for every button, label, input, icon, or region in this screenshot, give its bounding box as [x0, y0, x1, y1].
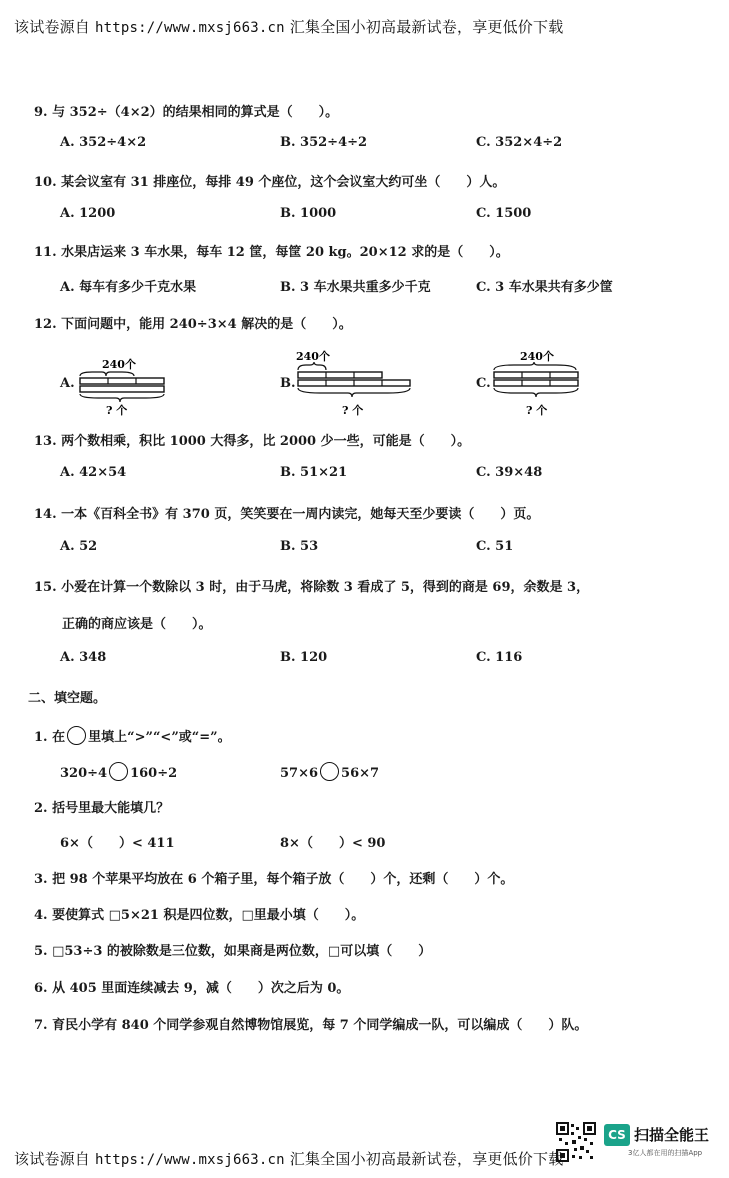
- fill-1-expr-1-left: 320÷4: [60, 766, 108, 781]
- question-9: 9. 与 352÷（4×2）的结果相同的算式是（ ）。: [34, 105, 339, 120]
- header-watermark: [14, 16, 563, 37]
- q12c-bottom-label: ? 个: [526, 404, 548, 417]
- question-14: 14. 一本《百科全书》有 370 页，笑笑要在一周内读完，她每天至少要读（ ）页。: [34, 507, 540, 522]
- fill-1-expr-1-right: 160÷2: [130, 766, 178, 781]
- footer-source-text: 该试卷源自: [14, 1150, 91, 1168]
- fill-1-post: 里填上“>”“<”或“=”。: [88, 730, 231, 745]
- footer-tail-text: 汇集全国小初高最新试卷，享更低价下载: [289, 1150, 564, 1168]
- q10-option-b: B. 1000: [280, 206, 337, 221]
- header-tail-text: 汇集全国小初高最新试卷，享更低价下载: [289, 18, 564, 36]
- fill-1-expr-2: [280, 762, 379, 781]
- q9-option-a: A. 352÷4×2: [60, 135, 147, 150]
- footer-watermark: [14, 1148, 563, 1169]
- question-15-line-1: 15. 小爱在计算一个数除以 3 时，由于马虎，将除数 3 看成了 5，得到的商是 69，余数是 3，: [34, 580, 590, 595]
- question-13: 13. 两个数相乘，积比 1000 大得多，比 2000 少一些，可能是（ ）。: [34, 434, 471, 449]
- camscanner-brand-name: 扫描全能王: [634, 1126, 710, 1144]
- q15-option-b: B. 120: [280, 650, 328, 665]
- q12b-top-label: 240个: [296, 350, 330, 363]
- fill-2-expr-2: 8×（ ）< 90: [280, 836, 386, 851]
- q12-diagram-a: [78, 356, 170, 418]
- section-2-title: 二、填空题。: [28, 691, 107, 706]
- q14-option-a: A. 52: [60, 539, 98, 554]
- q12a-bottom-label: ? 个: [106, 404, 128, 417]
- q11-option-a: A. 每车有多少千克水果: [60, 280, 197, 295]
- fill-3: 3. 把 98 个苹果平均放在 6 个箱子里，每个箱子放（ ）个，还剩（ ）个。: [34, 872, 514, 887]
- q11-option-c: C. 3 车水果共有多少筐: [476, 280, 613, 295]
- fill-2: 2. 括号里最大能填几？: [34, 801, 170, 816]
- q10-option-a: A. 1200: [60, 206, 116, 221]
- q13-option-a: A. 42×54: [60, 465, 127, 480]
- q15-option-a: A. 348: [60, 650, 107, 665]
- fill-2-expr-1: 6×（ ）< 411: [60, 836, 175, 851]
- camscanner-logo-icon: CS: [604, 1124, 630, 1146]
- footer-url[interactable]: https://www.mxsj663.cn: [94, 1152, 285, 1168]
- fill-4: 4. 要使算式 □5×21 积是四位数，□里最小填（ ）。: [34, 908, 365, 923]
- q13-option-b: B. 51×21: [280, 465, 348, 480]
- q12a-top-label: 240个: [102, 358, 136, 371]
- fill-1-pre: 1. 在: [34, 730, 66, 745]
- question-11: 11. 水果店运来 3 车水果，每车 12 筐，每筐 20 kg。20×12 求的是（ ）。: [34, 245, 509, 260]
- q12c-top-label: 240个: [520, 350, 554, 363]
- fill-1-expr-1: [60, 762, 177, 781]
- header-source-text: 该试卷源自: [14, 18, 91, 36]
- camscanner-slogan: 3亿人都在用的扫描App: [628, 1149, 703, 1157]
- fill-5: 5. □53÷3 的被除数是三位数，如果商是两位数，□可以填（ ）: [34, 944, 432, 959]
- header-url[interactable]: https://www.mxsj663.cn: [94, 20, 285, 36]
- q12-option-b: B.: [280, 376, 296, 391]
- fill-1: [34, 726, 231, 745]
- question-12: 12. 下面问题中，能用 240÷3×4 解决的是（ ）。: [34, 317, 352, 332]
- compare-circle-icon[interactable]: [109, 762, 128, 781]
- q14-option-b: B. 53: [280, 539, 319, 554]
- fill-1-expr-2-right: 56×7: [341, 766, 380, 781]
- circle-icon: [67, 726, 86, 745]
- q12-option-c: C.: [476, 376, 491, 391]
- q13-option-c: C. 39×48: [476, 465, 543, 480]
- q12-option-a: A.: [60, 376, 75, 391]
- fill-6: 6. 从 405 里面连续减去 9，减（ ）次之后为 0。: [34, 981, 350, 996]
- q9-option-b: B. 352÷4÷2: [280, 135, 368, 150]
- compare-circle-icon[interactable]: [320, 762, 339, 781]
- question-10: 10. 某会议室有 31 排座位，每排 49 个座位，这个会议室大约可坐（ ）人。: [34, 175, 506, 190]
- q12b-bottom-label: ? 个: [342, 404, 364, 417]
- q9-option-c: C. 352×4÷2: [476, 135, 563, 150]
- q11-option-b: B. 3 车水果共重多少千克: [280, 280, 431, 295]
- fill-7: 7. 育民小学有 840 个同学参观自然博物馆展览，每 7 个同学编成一队，可以编成（ ）队。: [34, 1018, 588, 1033]
- q12-diagram-c: [490, 348, 584, 418]
- q12-diagram-b: [294, 348, 416, 418]
- q14-option-c: C. 51: [476, 539, 514, 554]
- question-15-line-2: 正确的商应该是（ ）。: [62, 617, 212, 632]
- q10-option-c: C. 1500: [476, 206, 532, 221]
- q15-option-c: C. 116: [476, 650, 523, 665]
- fill-1-expr-2-left: 57×6: [280, 766, 319, 781]
